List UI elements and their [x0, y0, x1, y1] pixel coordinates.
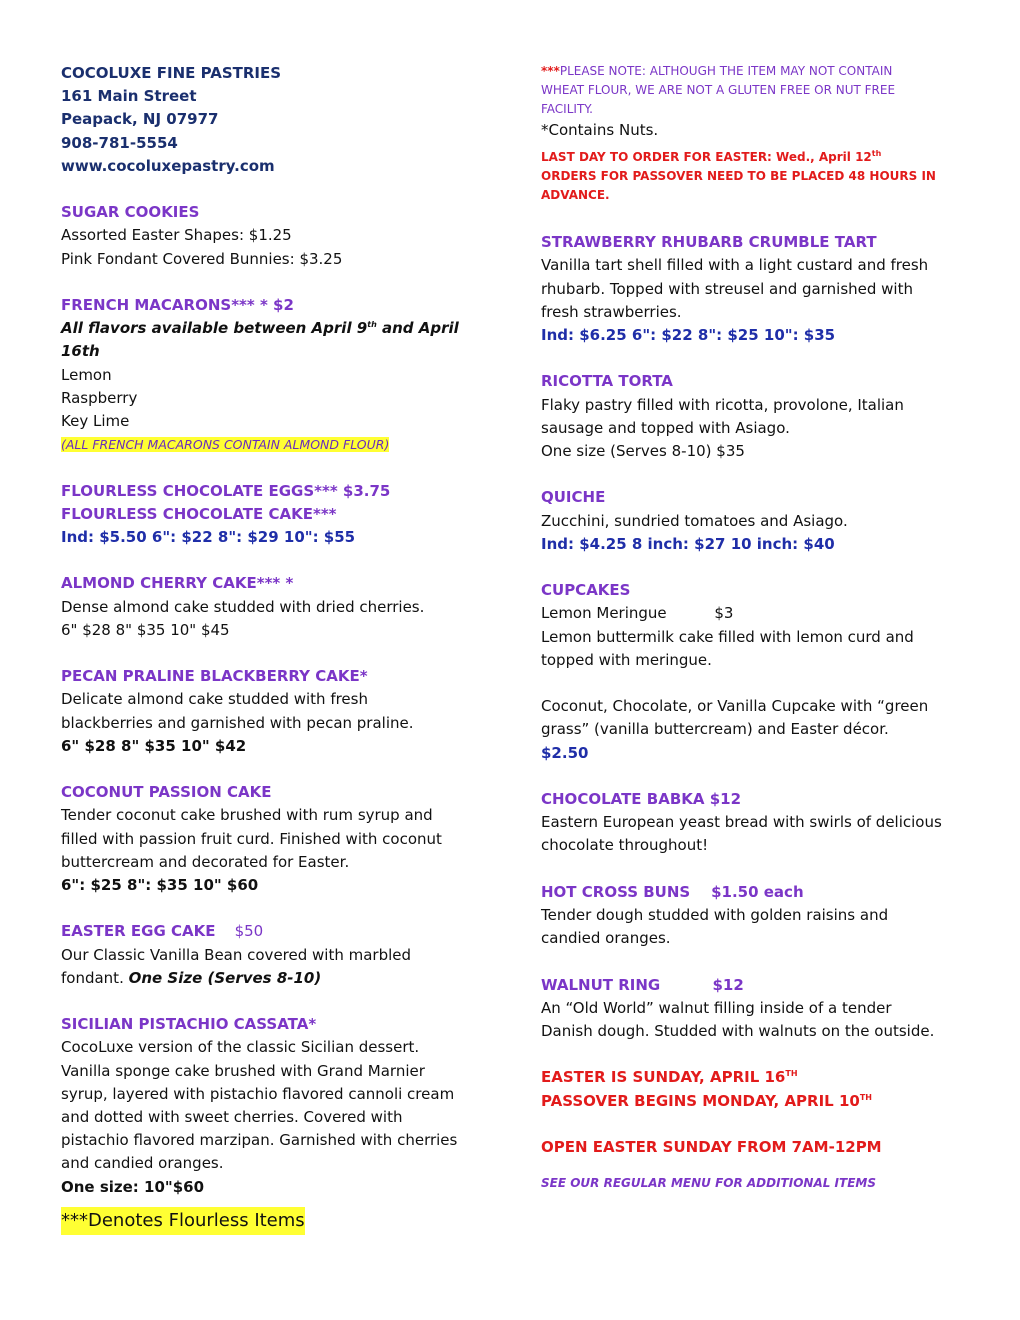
easter-hours: OPEN EASTER SUNDAY FROM 7AM-12PM — [541, 1137, 882, 1156]
cupcake-item: Lemon Meringue $3 — [541, 604, 734, 623]
cassata-desc: and dotted with sweet cherries. Covered with — [61, 1108, 403, 1127]
allergen-notice: ***PLEASE NOTE: ALTHOUGH THE ITEM MAY NOT CONTAIN — [541, 64, 893, 78]
cassata-title: SICILIAN PISTACHIO CASSATA* — [61, 1015, 317, 1034]
cupcake-desc: Lemon buttermilk cake filled with lemon curd and — [541, 627, 914, 646]
easter-date: EASTER IS SUNDAY, APRIL 16TH — [541, 1068, 798, 1087]
cupcake-item: Coconut, Chocolate, or Vanilla Cupcake with “green — [541, 697, 929, 716]
easter-egg-price: $50 — [215, 922, 264, 941]
cassata-price: One size: 10"$60 — [61, 1177, 205, 1196]
cassata-desc: pistachio flavored marzipan. Garnished with cherries — [61, 1131, 458, 1150]
allergen-notice: FACILITY. — [541, 102, 593, 116]
ricotta-desc: Flaky pastry filled with ricotta, provolone, Italian — [541, 395, 904, 414]
cupcakes-title: CUPCAKES — [541, 581, 631, 600]
website-link[interactable]: www.cocoluxepastry.com — [61, 156, 275, 175]
flourless-cake-title: FLOURLESS CHOCOLATE CAKE*** — [61, 504, 337, 523]
phone-number: 908-781-5554 — [61, 133, 178, 152]
flourless-eggs-title: FLOURLESS CHOCOLATE EGGS*** $3.75 — [61, 481, 391, 500]
cupcake-item: grass” (vanilla buttercream) and Easter décor. — [541, 720, 889, 739]
tart-title: STRAWBERRY RHUBARB CRUMBLE TART — [541, 233, 877, 252]
macaron-flavor: Key Lime — [61, 412, 130, 431]
bakery-name: COCOLUXE FINE PASTRIES — [61, 64, 282, 82]
almond-cherry-prices: 6" $28 8" $35 10" $45 — [61, 620, 230, 639]
allergen-notice: WHEAT FLOUR, WE ARE NOT A GLUTEN FREE OR NUT FREE — [541, 83, 896, 97]
regular-menu-note: SEE OUR REGULAR MENU FOR ADDITIONAL ITEMS — [541, 1176, 876, 1191]
flourless-cake-prices: Ind: $5.50 6": $22 8": $29 10": $55 — [61, 528, 356, 547]
babka-desc: Eastern European yeast bread with swirls of delicious — [541, 813, 942, 832]
ricotta-desc: One size (Serves 8-10) $35 — [541, 442, 745, 461]
macaron-flavor: Raspberry — [61, 388, 138, 407]
tart-desc: Vanilla tart shell filled with a light custard and fresh — [541, 256, 929, 275]
hot-cross-buns-title: HOT CROSS BUNS $1.50 each — [541, 882, 804, 901]
quiche-title: QUICHE — [541, 488, 606, 507]
easter-egg-desc: Our Classic Vanilla Bean covered with marbled — [61, 945, 412, 964]
contains-nuts-note: *Contains Nuts. — [541, 121, 659, 139]
quiche-desc: Zucchini, sundried tomatoes and Asiago. — [541, 511, 848, 530]
tart-prices: Ind: $6.25 6": $22 8": $25 10": $35 — [541, 326, 836, 345]
macarons-availability: All flavors available between April 9th and April — [61, 319, 459, 338]
hot-cross-buns-desc: candied oranges. — [541, 929, 671, 948]
walnut-ring-title: WALNUT RING $12 — [541, 975, 744, 994]
order-deadline: ORDERS FOR PASSOVER NEED TO BE PLACED 48 HOURS IN — [541, 169, 936, 184]
easter-egg-desc: fondant. One Size (Serves 8-10) — [61, 968, 322, 987]
babka-desc: chocolate throughout! — [541, 836, 709, 855]
walnut-ring-desc: An “Old World” walnut filling inside of a tender — [541, 998, 892, 1017]
pecan-praline-desc: Delicate almond cake studded with fresh — [61, 690, 368, 709]
cassata-desc: CocoLuxe version of the classic Sicilian dessert. — [61, 1038, 420, 1057]
babka-title: CHOCOLATE BABKA $12 — [541, 790, 742, 808]
quiche-prices: Ind: $4.25 8 inch: $27 10 inch: $40 — [541, 534, 835, 553]
order-deadline: LAST DAY TO ORDER FOR EASTER: Wed., April 12th — [541, 149, 882, 165]
right-column — [541, 62, 981, 1193]
macaron-flavor: Lemon — [61, 365, 112, 384]
ricotta-desc: sausage and topped with Asiago. — [541, 418, 790, 437]
sugar-cookies-line: Pink Fondant Covered Bunnies: $3.25 — [61, 249, 343, 268]
coconut-passion-title: COCONUT PASSION CAKE — [61, 783, 272, 802]
macarons-availability-end: 16th — [61, 342, 100, 361]
coconut-passion-desc: Tender coconut cake brushed with rum syrup and — [61, 806, 433, 825]
cassata-desc: and candied oranges. — [61, 1154, 224, 1173]
macarons-title: FRENCH MACARONS*** * $2 — [61, 296, 294, 314]
address-street: 161 Main Street — [61, 87, 197, 106]
easter-egg-heading — [61, 920, 501, 943]
cassata-desc: syrup, layered with pistachio flavored cannoli cream — [61, 1084, 455, 1103]
almond-cherry-desc: Dense almond cake studded with dried cherries. — [61, 597, 425, 616]
flourless-footnote: ***Denotes Flourless Items — [61, 1207, 305, 1235]
hot-cross-buns-desc: Tender dough studded with golden raisins and — [541, 906, 889, 924]
macarons-allergy-note: (ALL FRENCH MACARONS CONTAIN ALMOND FLOUR) — [61, 437, 390, 453]
pecan-praline-title: PECAN PRALINE BLACKBERRY CAKE* — [61, 667, 368, 686]
sugar-cookies-title: SUGAR COOKIES — [61, 203, 200, 222]
left-column — [61, 62, 501, 1235]
easter-egg-title: EASTER EGG CAKE — [61, 922, 216, 941]
almond-cherry-title: ALMOND CHERRY CAKE*** * — [61, 574, 294, 593]
tart-desc: rhubarb. Topped with streusel and garnished with — [541, 279, 913, 298]
coconut-passion-desc: filled with passion fruit curd. Finished with coconut — [61, 829, 442, 848]
order-deadline: ADVANCE. — [541, 188, 610, 203]
cupcake-price: $2.50 — [541, 743, 589, 762]
tart-desc: fresh strawberries. — [541, 302, 682, 321]
address-city: Peapack, NJ 07977 — [61, 110, 219, 129]
coconut-passion-desc: buttercream and decorated for Easter. — [61, 852, 350, 871]
ricotta-title: RICOTTA TORTA — [541, 372, 673, 391]
pecan-praline-desc: blackberries and garnished with pecan praline. — [61, 713, 414, 732]
pecan-praline-prices: 6" $28 8" $35 10" $42 — [61, 736, 247, 755]
cassata-desc: Vanilla sponge cake brushed with Grand Marnier — [61, 1061, 425, 1080]
cupcake-desc: topped with meringue. — [541, 650, 712, 669]
walnut-ring-desc: Danish dough. Studded with walnuts on the outside. — [541, 1022, 935, 1040]
coconut-passion-prices: 6": $25 8": $35 10" $60 — [61, 876, 259, 895]
sugar-cookies-line: Assorted Easter Shapes: $1.25 — [61, 226, 292, 245]
passover-date: PASSOVER BEGINS MONDAY, APRIL 10TH — [541, 1091, 872, 1110]
